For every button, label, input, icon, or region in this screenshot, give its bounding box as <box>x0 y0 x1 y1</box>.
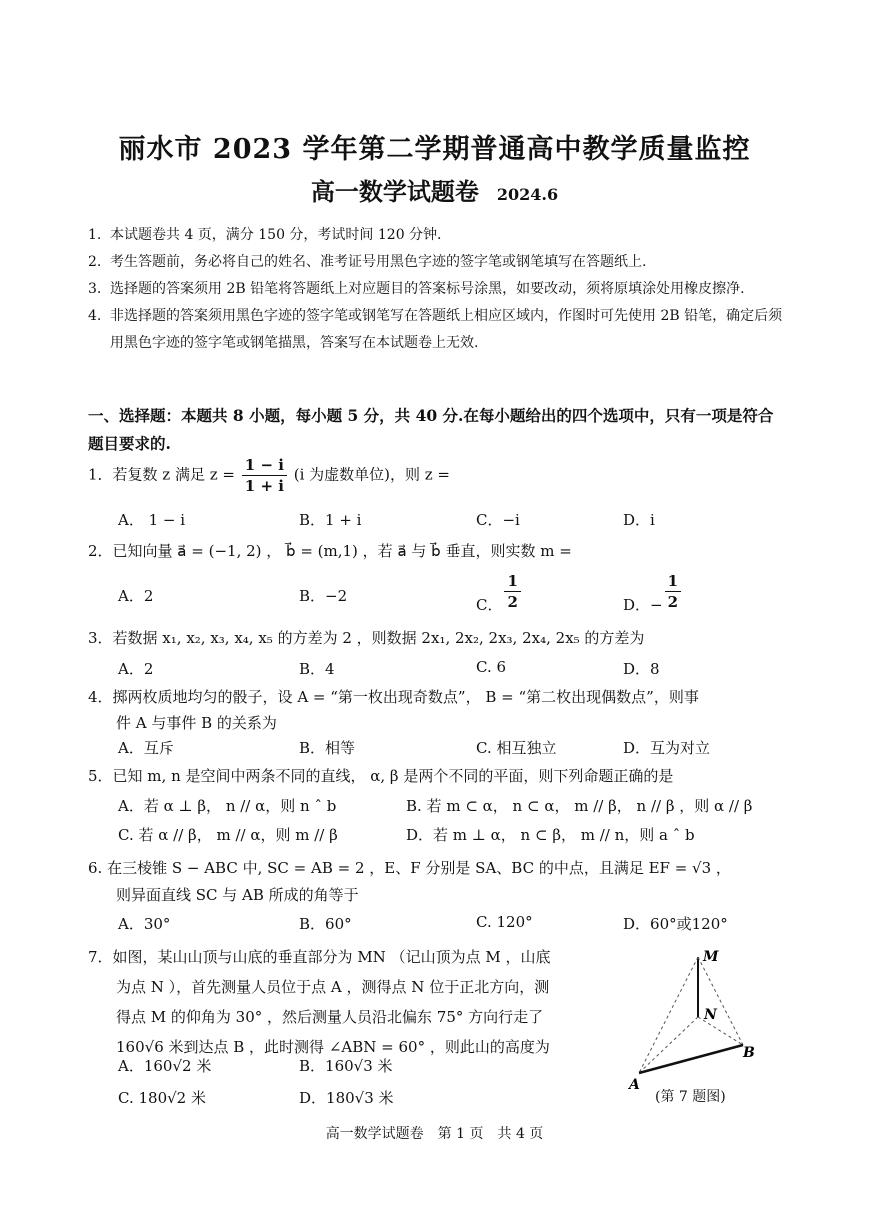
figure-caption: (第 7 题图) <box>655 1089 726 1105</box>
page-footer: 高一数学试题卷 第 1 页 共 4 页 <box>325 1126 544 1142</box>
option-a: A．30° <box>118 915 171 933</box>
option-b: B．相等 <box>299 739 356 757</box>
label-a: A <box>629 1077 640 1093</box>
option-b: B．160√3 米 <box>299 1057 393 1075</box>
option-d: D．60°或120° <box>623 915 728 933</box>
label-n: N <box>704 1007 717 1023</box>
option-c: C．−i <box>476 511 520 529</box>
option-d: D．− $\frac{1}{2}$ <box>623 571 683 612</box>
label-m: M <box>703 949 719 965</box>
option-a: A．2 <box>118 587 154 605</box>
q1-fraction: $\frac{1 - i}{1 + i}$ <box>242 455 287 496</box>
instruction-item: 4. 非选择题的答案须用黑色字迹的签字笔或钢笔写在答题纸上相应区域内，作图时可先使用 2B 铅笔，确定后须用黑色字迹的签字笔或钢笔描黑，答案写在本试题卷上无效. <box>88 308 783 351</box>
option-d: D．180√3 米 <box>299 1089 394 1107</box>
option-c: C. 6 <box>476 658 507 676</box>
option-b: B. 若 m ⊂ α， n ⊂ α， m // β， n // β ，则 α // β <box>406 797 753 815</box>
option-a: A．2 <box>118 660 154 678</box>
instruction-item: 2. 考生答题前，务必将自己的姓名、准考证号用黑色字迹的签字笔或钢笔填写在答题纸上. <box>88 254 647 270</box>
option-a: A．若 α ⊥ β， n // α，则 n ˆ b <box>118 797 337 815</box>
q7-figure <box>625 945 765 1095</box>
option-d: D．i <box>623 511 655 529</box>
label-b: B <box>743 1045 755 1061</box>
option-c: C. 相互独立 <box>476 739 557 757</box>
line-ab <box>639 1045 743 1073</box>
option-b: B．−2 <box>299 587 348 605</box>
exam-date: 2024.6 <box>496 185 559 204</box>
option-d: D．互为对立 <box>623 739 711 757</box>
instruction-item: 1. 本试题卷共 4 页，满分 150 分，考试时间 120 分钟. <box>88 227 442 243</box>
option-c: C． $\frac{1}{2}$ <box>476 571 523 612</box>
option-b: B．60° <box>299 915 352 933</box>
option-c: C. 180√2 米 <box>118 1089 206 1107</box>
option-a: A．160√2 米 <box>118 1057 212 1075</box>
option-a: A．互斥 <box>118 739 174 757</box>
question-2: 2．已知向量 a⃗ = (−1, 2) ， b⃗ = (m,1) ，若 a⃗ 与 b⃗ 垂直，则实数 m = <box>88 542 572 560</box>
instructions <box>88 222 788 357</box>
subtitle-text: 高一数学试题卷 <box>310 177 479 206</box>
option-d: D．8 <box>623 660 660 678</box>
question-3: 3．若数据 x₁, x₂, x₃, x₄, x₅ 的方差为 2 ，则数据 2x₁, 2x₂, 2x₃, 2x₄, 2x₅ 的方差为 <box>88 629 645 647</box>
option-b: B．4 <box>299 660 335 678</box>
question-7: 7．如图，某山山顶与山底的垂直部分为 MN （记山顶为点 M ，山底 为点 N ），首先测量人员位于点 A ，测得点 N 位于正北方向，测 得点 M 的仰角为 30° ，然后测量人员沿北偏东 75° 方向行走了 160√6 米到达点 B ，此时测得 ∠ABN = 60° ，则此山的高度为 <box>88 948 551 1056</box>
question-6: 6. 在三棱锥 S − ABC 中, SC = AB = 2 ，E、F 分别是 SA、BC 的中点，且满足 EF = √3 ， 则异面直线 SC 与 AB 所成的角等于 <box>88 859 731 904</box>
exam-title: 丽水市 2023 学年第二学期普通高中教学质量监控 <box>118 134 751 165</box>
instruction-item: 3. 选择题的答案须用 2B 铅笔将答题纸上对应题目的答案标号涂黑，如要改动，须将原填涂处用橡皮擦净. <box>88 281 745 297</box>
option-a: A． 1 − i <box>118 511 186 529</box>
question-1: 1．若复数 z 满足 z = $\frac{1 - i}{1 + i}$ (i 为虚数单位)，则 z = <box>88 456 450 495</box>
question-5: 5．已知 m, n 是空间中两条不同的直线， α, β 是两个不同的平面，则下列命题正确的是 <box>88 767 674 785</box>
option-d: D．若 m ⊥ α， n ⊂ β， m // n，则 a ˆ b <box>406 826 695 844</box>
line-ma <box>639 957 698 1073</box>
option-c: C. 若 α // β， m // α，则 m // β <box>118 826 338 844</box>
section-heading: 一、选择题：本题共 8 小题，每小题 5 分，共 40 分.在每小题给出的四个选项中，只有一项是符合题目要求的. <box>88 406 774 453</box>
line-mb <box>698 957 743 1045</box>
question-4: 4．掷两枚质地均匀的骰子，设 A = “第一枚出现奇数点”， B = “第二枚出现偶数点”，则事 件 A 与事件 B 的关系为 <box>88 688 699 732</box>
exam-subtitle <box>0 172 869 207</box>
option-b: B．1 + i <box>299 511 362 529</box>
option-c: C. 120° <box>476 913 533 931</box>
